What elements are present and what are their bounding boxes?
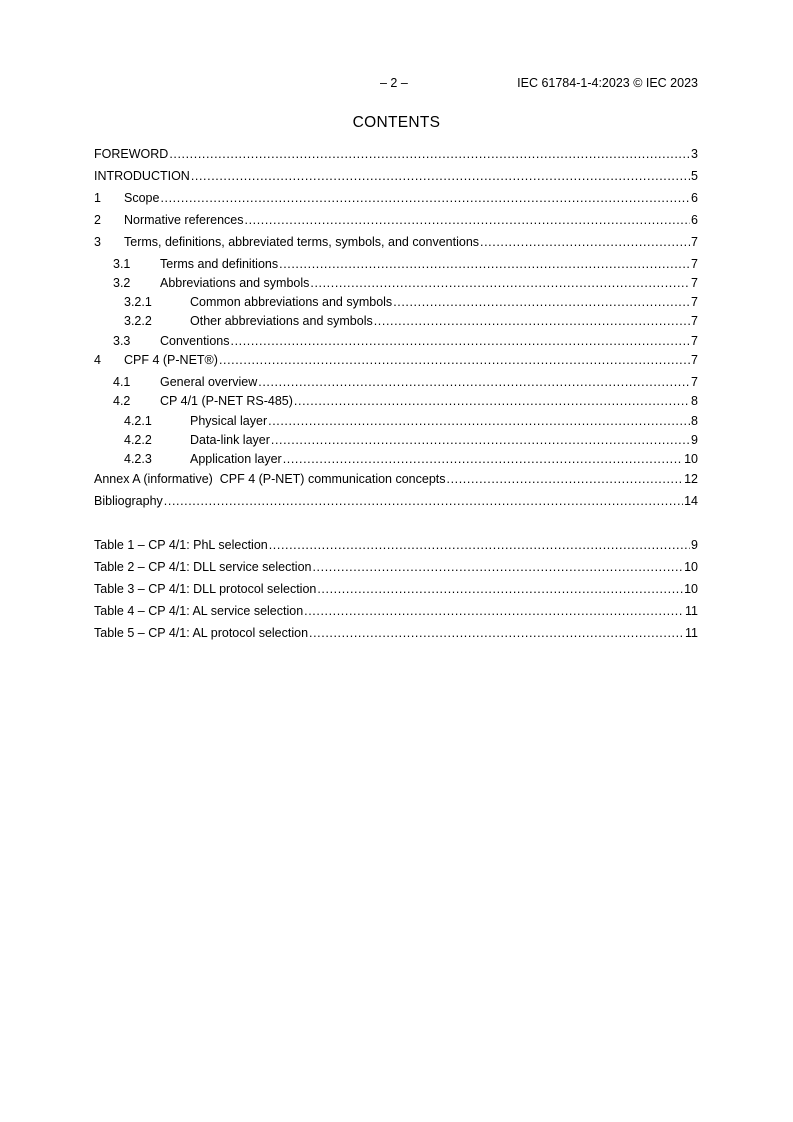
toc-entry-normative-references[interactable] — [94, 212, 698, 228]
toc-entry-title: Data-link layer — [190, 433, 270, 447]
table-entry-4[interactable] — [94, 603, 698, 619]
toc-entry-3-1[interactable] — [94, 256, 698, 272]
toc-entry-number: 4.2 — [113, 394, 131, 408]
toc-entry-title: Application layer — [190, 452, 282, 466]
toc-leader-dots — [309, 625, 684, 641]
toc-entry-page: 6 — [691, 213, 698, 227]
toc-entry-introduction[interactable] — [94, 168, 698, 184]
toc-leader-dots — [269, 537, 690, 553]
toc-entry-title: Conventions — [160, 334, 230, 348]
toc-entry-title: Physical layer — [190, 414, 268, 428]
toc-leader-dots — [268, 413, 690, 429]
toc-entry-title: INTRODUCTION — [94, 169, 190, 183]
document-id: IEC 61784-1-4:2023 © IEC 2023 — [517, 76, 698, 90]
toc-entry-number: 4.2.3 — [124, 452, 152, 466]
table-entry-1[interactable] — [94, 537, 698, 553]
toc-entry-annex-a[interactable] — [94, 471, 698, 487]
toc-entry-page: 8 — [691, 394, 698, 408]
toc-entry-3-2[interactable] — [94, 275, 698, 291]
toc-entry-number: 3.3 — [113, 334, 131, 348]
toc-entry-number: 4.1 — [113, 375, 131, 389]
toc-leader-dots — [160, 190, 690, 206]
toc-entry-3-2-1[interactable] — [94, 294, 698, 310]
toc-entry-cpf4[interactable] — [94, 352, 698, 368]
toc-leader-dots — [219, 352, 690, 368]
toc-entry-page: 3 — [691, 147, 698, 161]
toc-leader-dots — [271, 432, 690, 448]
toc-leader-dots — [374, 313, 690, 329]
table-entry-5[interactable] — [94, 625, 698, 641]
table-entry-page: 10 — [684, 560, 698, 574]
toc-entry-title: Normative references — [124, 213, 244, 227]
toc-entry-page: 7 — [691, 276, 698, 290]
toc-entry-page: 7 — [691, 334, 698, 348]
table-entry-3[interactable] — [94, 581, 698, 597]
toc-leader-dots — [480, 234, 690, 250]
toc-entry-scope[interactable] — [94, 190, 698, 206]
toc-leader-dots — [294, 393, 690, 409]
toc-entry-title: Terms, definitions, abbreviated terms, symbols, and conventions — [124, 235, 480, 249]
toc-entry-page: 14 — [684, 494, 698, 508]
toc-entry-title: General overview — [160, 375, 258, 389]
toc-entry-title: CPF 4 (P-NET®) — [124, 353, 218, 367]
toc-entry-foreword[interactable] — [94, 146, 698, 162]
toc-entry-bibliography[interactable] — [94, 493, 698, 509]
toc-entry-number: 4 — [94, 353, 101, 367]
toc-entry-page: 7 — [691, 295, 698, 309]
toc-entry-title: Other abbreviations and symbols — [190, 314, 373, 328]
toc-entry-4-2-3[interactable] — [94, 451, 698, 467]
toc-entry-number: 4.2.1 — [124, 414, 152, 428]
toc-leader-dots — [310, 275, 690, 291]
toc-entry-title: Terms and definitions — [160, 257, 279, 271]
toc-entry-number: 2 — [94, 213, 101, 227]
toc-entry-title: Abbreviations and symbols — [160, 276, 310, 290]
table-entry-title: Table 3 – CP 4/1: DLL protocol selection — [94, 582, 317, 596]
toc-entry-number: 4.2.2 — [124, 433, 152, 447]
toc-entry-number: 1 — [94, 191, 101, 205]
toc-entry-terms-definitions[interactable] — [94, 234, 698, 250]
toc-leader-dots — [231, 333, 691, 349]
table-entry-title: Table 4 – CP 4/1: AL service selection — [94, 604, 304, 618]
page-number: – 2 – — [380, 76, 408, 90]
toc-entry-page: 6 — [691, 191, 698, 205]
toc-entry-title: Bibliography — [94, 494, 163, 508]
toc-entry-page: 7 — [691, 353, 698, 367]
toc-entry-title: Annex A (informative) CPF 4 (P-NET) communication concepts — [94, 472, 446, 486]
toc-leader-dots — [393, 294, 690, 310]
toc-entry-page: 8 — [691, 414, 698, 428]
toc-leader-dots — [317, 581, 683, 597]
toc-entry-number: 3.2 — [113, 276, 131, 290]
table-entry-page: 9 — [691, 538, 698, 552]
toc-entry-number: 3.2.2 — [124, 314, 152, 328]
toc-leader-dots — [245, 212, 691, 228]
toc-entry-page: 12 — [684, 472, 698, 486]
toc-entry-4-1[interactable] — [94, 374, 698, 390]
toc-entry-page: 7 — [691, 314, 698, 328]
table-entry-title: Table 1 – CP 4/1: PhL selection — [94, 538, 268, 552]
toc-entry-page: 5 — [691, 169, 698, 183]
contents-title: CONTENTS — [352, 114, 441, 131]
toc-entry-page: 7 — [691, 257, 698, 271]
toc-leader-dots — [279, 256, 690, 272]
toc-entry-page: 9 — [691, 433, 698, 447]
toc-entry-title: Common abbreviations and symbols — [190, 295, 393, 309]
toc-entry-number: 3.2.1 — [124, 295, 152, 309]
toc-entry-page: 7 — [691, 375, 698, 389]
toc-entry-title: Scope — [124, 191, 160, 205]
toc-entry-3-2-2[interactable] — [94, 313, 698, 329]
toc-leader-dots — [169, 146, 690, 162]
toc-leader-dots — [447, 471, 684, 487]
toc-entry-3-3[interactable] — [94, 333, 698, 349]
page-header — [94, 76, 698, 92]
table-entry-page: 11 — [685, 626, 698, 640]
table-entry-title: Table 2 – CP 4/1: DLL service selection — [94, 560, 312, 574]
table-entry-page: 11 — [685, 604, 698, 618]
toc-entry-page: 10 — [684, 452, 698, 466]
toc-entry-page: 7 — [691, 235, 698, 249]
toc-entry-number: 3 — [94, 235, 101, 249]
toc-entry-number: 3.1 — [113, 257, 131, 271]
toc-leader-dots — [191, 168, 690, 184]
toc-entry-title: FOREWORD — [94, 147, 169, 161]
toc-leader-dots — [312, 559, 683, 575]
toc-leader-dots — [164, 493, 683, 509]
table-entry-2[interactable] — [94, 559, 698, 575]
toc-entry-title: CP 4/1 (P-NET RS-485) — [160, 394, 293, 408]
toc-leader-dots — [304, 603, 684, 619]
toc-entry-4-2-2[interactable] — [94, 432, 698, 448]
toc-leader-dots — [283, 451, 683, 467]
toc-entry-4-2-1[interactable] — [94, 413, 698, 429]
table-entry-title: Table 5 – CP 4/1: AL protocol selection — [94, 626, 309, 640]
toc-leader-dots — [258, 374, 690, 390]
table-entry-page: 10 — [684, 582, 698, 596]
toc-entry-4-2[interactable] — [94, 393, 698, 409]
